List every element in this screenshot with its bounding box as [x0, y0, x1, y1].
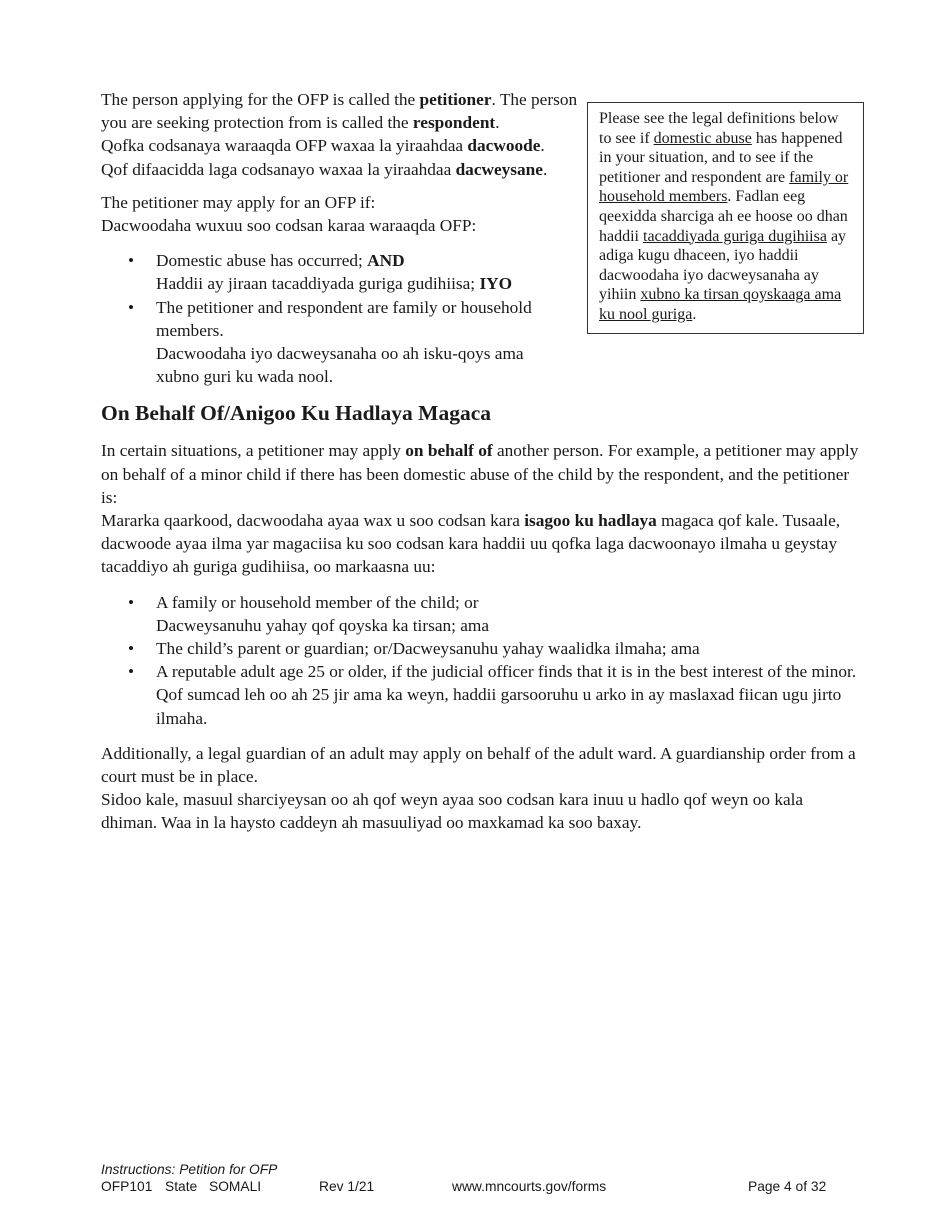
eligibility-list	[101, 249, 579, 388]
list-item: • The petitioner and respondent are family or household members. Dacwoodaha iyo dacweysanaha oo ah isku-qoys ama xubno guri ku wada nool.	[128, 297, 532, 387]
link-xubno-qoyska[interactable]: xubno ka tirsan qoyskaaga ama ku nool guriga	[599, 286, 842, 323]
intro-paragraph: The person applying for the OFP is called the petitioner. The person you are seeking protection from is called the respondent. Qofka codsanaya waraaqda OFP waxaa la yiraahdaa dacwoode. Qof difaacidda laga codsanayo waxaa la yiraahdaa dacweysane.	[101, 90, 578, 179]
form-number: OFP101	[101, 1179, 153, 1194]
term-dacweysane: dacweysane	[455, 159, 543, 179]
bullet-icon: •	[128, 662, 135, 682]
guardian-paragraph-so: Sidoo kale, masuul sharciyeysan oo ah qof weyn ayaa soo codsan kara inuu u hadlo qof weyn oo kala dhiman. Waa in la haysto caddeyn ah masuuliyad oo maxkamad ka soo baxay.	[101, 790, 804, 833]
on-behalf-section	[101, 439, 861, 834]
guardian-paragraph-en: Additionally, a legal guardian of an adult may apply on behalf of the adult ward. A guardianship order from a court must be in place.	[101, 743, 856, 787]
bullet-icon: •	[128, 251, 135, 271]
list-item: • A family or household member of the child; or Dacweysanuhu yahay qof qoyska ka tirsan; ama	[128, 592, 490, 635]
footer-url[interactable]: www.mncourts.gov/forms	[452, 1179, 607, 1194]
bullet-icon: •	[128, 639, 135, 659]
term-dacwoode: dacwoode	[467, 136, 541, 156]
form-language: SOMALI	[209, 1179, 262, 1194]
section-heading: On Behalf Of/Anigoo Ku Hadlaya Magaca	[101, 401, 492, 426]
intro-column	[101, 88, 579, 388]
link-family-household-members[interactable]: family or household members	[599, 168, 849, 206]
bullet-icon: •	[128, 592, 135, 612]
term-respondent: respondent	[412, 113, 496, 133]
list-item: • The child’s parent or guardian; or/Dacweysanuhu yahay waalidka ilmaha; ama	[101, 637, 861, 660]
page-footer	[101, 1161, 841, 1195]
intro-section	[101, 88, 861, 388]
form-revision: Rev 1/21	[319, 1179, 375, 1194]
eligibility-intro: The petitioner may apply for an OFP if: Dacwoodaha wuxuu soo codsan karaa waraaqda OFP:	[101, 192, 477, 236]
behalf-conditions-list	[101, 591, 861, 730]
document-page	[101, 88, 861, 835]
link-tacaddiyada-guriga[interactable]: tacaddiyada guriga dugihiisa	[643, 227, 827, 245]
page-number: Page 4 of 32	[748, 1179, 827, 1194]
footer-title: Instructions: Petition for OFP	[101, 1162, 278, 1177]
bullet-icon: •	[128, 297, 135, 317]
footer-meta-row	[101, 1178, 841, 1195]
behalf-paragraph-en: In certain situations, a petitioner may apply on behalf of another person. For example, a petitioner may apply on behalf of a minor child if there has been domestic abuse of the child by the respondent, and the petitioner is:	[101, 441, 859, 507]
legal-definitions-note: Please see the legal definitions below to see if domestic abuse has happened in your situation, and to see if the petitioner and respondent are family or household members. Fadlan eeg qeexidda sharciga ah ee hoose oo dhan haddii tacaddiyada guriga dugihiisa ay adiga kugu dhaceen, iyo haddii dacwoodaha iyo dacweysanaha ay yihiin xubno ka tirsan qoyskaaga ama ku nool guriga.	[587, 102, 864, 334]
term-petitioner: petitioner	[419, 90, 492, 109]
link-domestic-abuse[interactable]: domestic abuse	[653, 129, 752, 147]
list-item: • Domestic abuse has occurred; AND Haddii ay jiraan tacaddiyada guriga gudihiisa; IYO	[128, 251, 513, 294]
form-state: State	[165, 1179, 198, 1194]
behalf-paragraph-so: Mararka qaarkood, dacwoodaha ayaa wax u soo codsan kara isagoo ku hadlaya magaca qof kale. Tusaale, dacwoode ayaa ilma yar magaciisa ku soo codsan kara haddii uu qofka laga dacwoonayo ilmaha u geystay tacaddiyo ah guriga gudihiisa, oo markaasna uu:	[101, 511, 841, 577]
list-item: • A reputable adult age 25 or older, if the judicial officer finds that it is in the best interest of the minor. Qof sumcad leh oo ah 25 jir ama ka weyn, haddii garsooruhu u arko in ay maslaxad fiican ugu jirto ilmaha.	[128, 662, 857, 728]
